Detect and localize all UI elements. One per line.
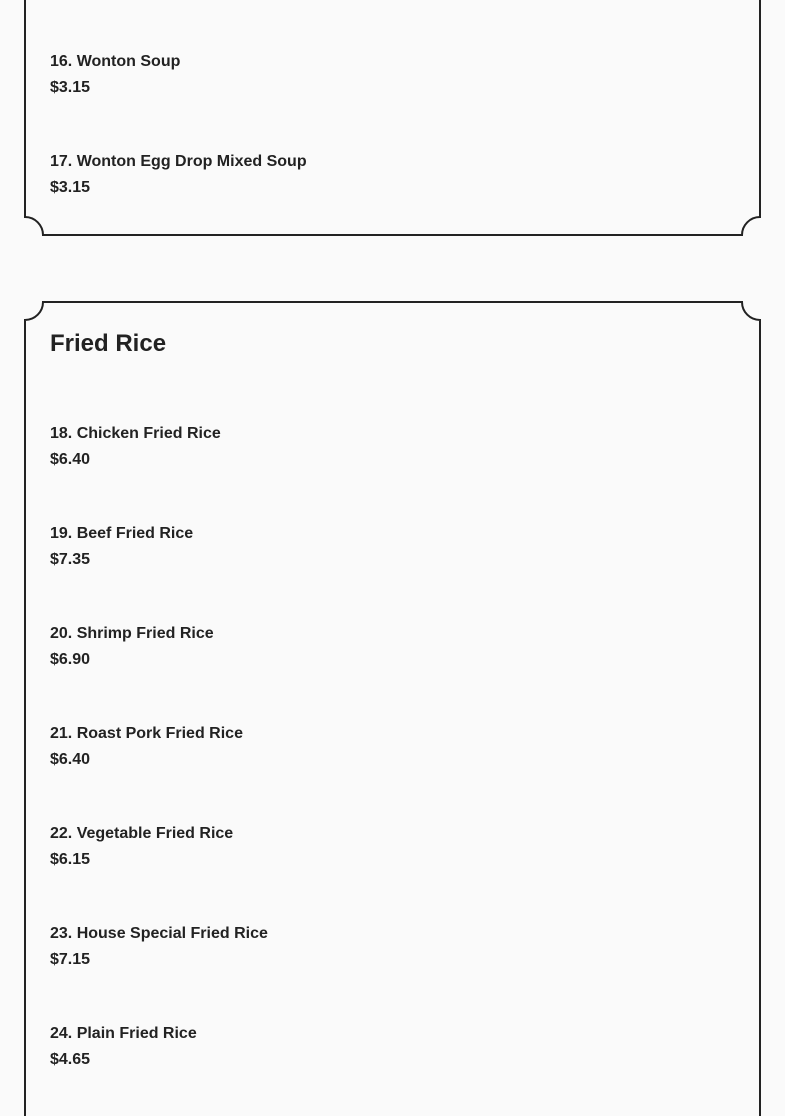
menu-item[interactable] bbox=[50, 1022, 730, 1082]
menu-item-name: 24. Plain Fried Rice bbox=[50, 1025, 197, 1042]
menu-item-name: 19. Beef Fried Rice bbox=[50, 525, 194, 542]
menu-item-price: $4.65 bbox=[50, 1051, 91, 1068]
menu-item[interactable] bbox=[50, 622, 730, 682]
menu-item-price: $3.15 bbox=[50, 79, 91, 96]
menu-item-name: 22. Vegetable Fried Rice bbox=[50, 825, 234, 842]
menu-item-price: $7.35 bbox=[50, 551, 91, 568]
menu-item-price: $7.15 bbox=[50, 951, 91, 968]
menu-item[interactable] bbox=[50, 50, 730, 110]
menu-item[interactable] bbox=[50, 150, 730, 210]
menu-item-name: 21. Roast Pork Fried Rice bbox=[50, 725, 243, 742]
menu-item-price: $3.15 bbox=[50, 179, 91, 196]
menu-item[interactable] bbox=[50, 822, 730, 882]
menu-item-name: 23. House Special Fried Rice bbox=[50, 925, 268, 942]
menu-item-name: 20. Shrimp Fried Rice bbox=[50, 625, 214, 642]
menu-item-price: $6.90 bbox=[50, 651, 91, 668]
menu-item-name: 18. Chicken Fried Rice bbox=[50, 425, 221, 442]
menu-item[interactable] bbox=[50, 922, 730, 982]
menu-item-price: $6.40 bbox=[50, 751, 91, 768]
menu-item-name: 16. Wonton Soup bbox=[50, 53, 181, 70]
menu-item[interactable] bbox=[50, 422, 730, 482]
menu-item-price: $6.15 bbox=[50, 851, 91, 868]
menu-item[interactable] bbox=[50, 522, 730, 582]
menu-item-name: 17. Wonton Egg Drop Mixed Soup bbox=[50, 153, 307, 170]
menu-item[interactable] bbox=[50, 722, 730, 782]
menu-item-price: $6.40 bbox=[50, 451, 91, 468]
section-title: Fried Rice bbox=[50, 330, 167, 357]
